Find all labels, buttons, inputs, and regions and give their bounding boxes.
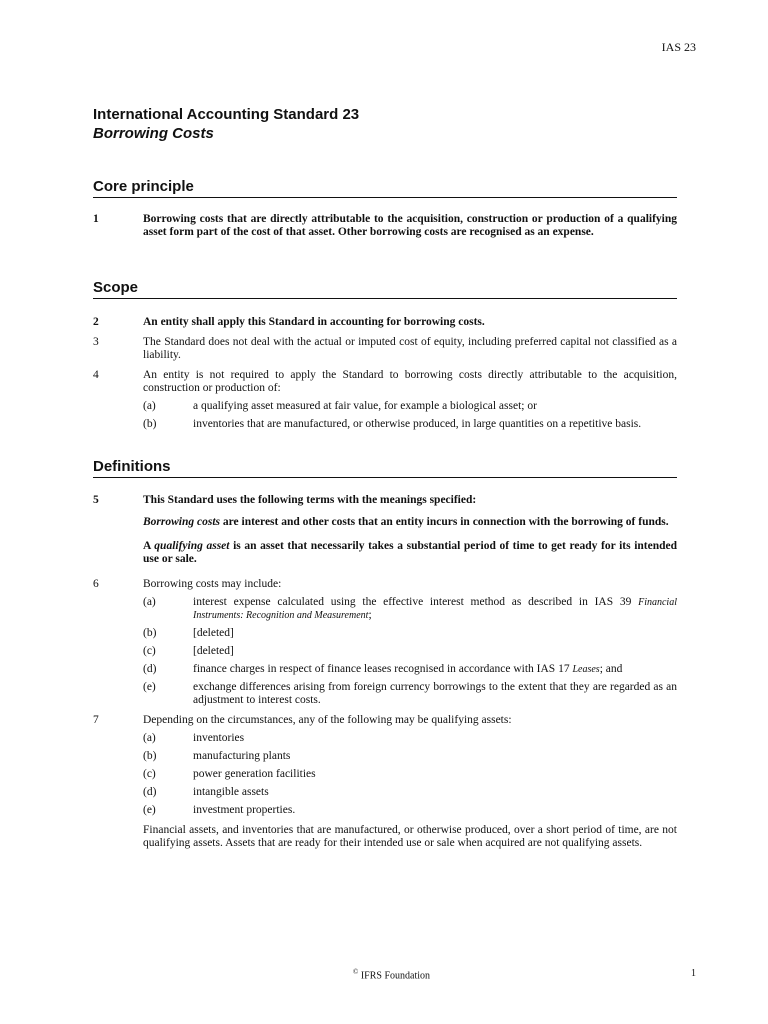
list-item-text bbox=[193, 663, 677, 676]
paragraph-number: 7 bbox=[93, 714, 99, 726]
list-item-label: (c) bbox=[143, 768, 156, 780]
list-item-label: (b) bbox=[143, 750, 157, 762]
paragraph-number: 4 bbox=[93, 369, 99, 381]
list-item-text-main: interest expense calculated using the effective interest method as described in IAS 39 bbox=[193, 596, 639, 608]
list-item bbox=[143, 627, 677, 640]
title-block bbox=[93, 106, 359, 142]
paragraph-text: This Standard uses the following terms with the meanings specified: bbox=[143, 494, 477, 506]
definition-prefix: A bbox=[143, 540, 155, 552]
list-item bbox=[143, 786, 677, 799]
section-core-principle bbox=[93, 178, 677, 239]
list-item-text: inventories bbox=[193, 732, 245, 744]
paragraph-number: 3 bbox=[93, 336, 99, 348]
list-item-text: [deleted] bbox=[193, 627, 234, 639]
paragraph-text: Borrowing costs may include: bbox=[143, 578, 282, 590]
standard-title: Financial Instruments: Recognition and Measurement bbox=[193, 597, 677, 621]
paragraph-5 bbox=[93, 494, 677, 566]
paragraph-text: An entity shall apply this Standard in accounting for borrowing costs. bbox=[143, 316, 485, 328]
paragraph-6 bbox=[93, 578, 677, 707]
section-heading: Core principle bbox=[93, 178, 677, 198]
defined-term: Borrowing costs bbox=[143, 516, 221, 528]
list-item-text-end: ; bbox=[368, 609, 372, 621]
definition-text: is an asset that necessarily takes a substantial period of time to get ready for its intended use or sale. bbox=[143, 540, 678, 565]
list-item-label: (d) bbox=[143, 663, 157, 675]
list-item-text: manufacturing plants bbox=[193, 750, 291, 762]
list-item-text bbox=[193, 596, 677, 622]
list-item-text: [deleted] bbox=[193, 645, 234, 657]
list-item-text: intangible assets bbox=[193, 786, 269, 798]
list-item-text: exchange differences arising from foreign currency borrowings to the extent that they are regarded as an adjustment to interest costs. bbox=[193, 681, 677, 706]
definition-qualifying-asset bbox=[143, 540, 677, 566]
paragraph-7 bbox=[93, 714, 677, 850]
paragraph-4 bbox=[93, 369, 677, 431]
copyright-symbol: © bbox=[353, 968, 359, 976]
defined-term: qualifying asset bbox=[154, 540, 230, 552]
paragraph-number: 6 bbox=[93, 578, 99, 590]
definition-borrowing-costs bbox=[143, 516, 677, 529]
paragraph-number: 5 bbox=[93, 494, 99, 506]
standard-title: Leases bbox=[572, 664, 600, 675]
paragraph-2 bbox=[93, 316, 677, 329]
paragraph-text: The Standard does not deal with the actual or imputed cost of equity, including preferred capital not classified as a liability. bbox=[143, 336, 677, 361]
footer-copyright bbox=[353, 968, 430, 981]
list-item-label: (e) bbox=[143, 681, 156, 693]
list-item bbox=[143, 418, 677, 431]
list-item-label: (a) bbox=[143, 596, 156, 608]
section-heading: Definitions bbox=[93, 458, 677, 478]
list-item-label: (a) bbox=[143, 400, 156, 412]
list-item-label: (a) bbox=[143, 732, 156, 744]
paragraph-1 bbox=[93, 213, 677, 239]
list-item bbox=[143, 804, 677, 817]
paragraph-text: An entity is not required to apply the Standard to borrowing costs directly attributable to the acquisition, construction or production of: bbox=[143, 369, 677, 394]
list-item-text: a qualifying asset measured at fair value, for example a biological asset; or bbox=[193, 400, 537, 412]
list-item-text: power generation facilities bbox=[193, 768, 316, 780]
section-heading: Scope bbox=[93, 279, 677, 299]
list-item-label: (b) bbox=[143, 627, 157, 639]
definition-text: are interest and other costs that an entity incurs in connection with the borrowing of funds. bbox=[220, 516, 669, 528]
list-item bbox=[143, 400, 677, 413]
list-item-text-main: finance charges in respect of finance leases recognised in accordance with IAS 17 bbox=[193, 663, 573, 675]
list-item-label: (c) bbox=[143, 645, 156, 657]
page-number: 1 bbox=[691, 968, 696, 979]
document-title: International Accounting Standard 23 bbox=[93, 106, 360, 123]
list-item bbox=[143, 681, 677, 707]
list-item-label: (e) bbox=[143, 804, 156, 816]
list-item-text: inventories that are manufactured, or otherwise produced, in large quantities on a repetitive basis. bbox=[193, 418, 642, 430]
list-item-label: (d) bbox=[143, 786, 157, 798]
footer-org: IFRS Foundation bbox=[358, 970, 431, 982]
list-item bbox=[143, 596, 677, 622]
paragraph-number: 1 bbox=[93, 213, 99, 225]
paragraph-text: Borrowing costs that are directly attributable to the acquisition, construction or production of a qualifying asset form part of the cost of that asset. Other borrowing costs are recognised as an expense. bbox=[143, 213, 677, 238]
list-item-text: investment properties. bbox=[193, 804, 296, 816]
list-item bbox=[143, 732, 677, 745]
page-header-code: IAS 23 bbox=[661, 40, 696, 54]
paragraph-closing-text: Financial assets, and inventories that are manufactured, or otherwise produced, over a short period of time, are not qualifying assets. Assets that are ready for their intended use or sale when acquired are not qualifying assets. bbox=[143, 824, 677, 849]
paragraph-text: Depending on the circumstances, any of the following may be qualifying assets: bbox=[143, 714, 512, 726]
paragraph-number: 2 bbox=[93, 316, 99, 328]
section-definitions bbox=[93, 458, 677, 850]
list-item bbox=[143, 645, 677, 658]
document-subtitle: Borrowing Costs bbox=[93, 125, 214, 142]
list-item bbox=[143, 768, 677, 781]
list-item-label: (b) bbox=[143, 418, 157, 430]
list-item bbox=[143, 750, 677, 763]
list-item-text-end: ; and bbox=[599, 663, 623, 675]
paragraph-3 bbox=[93, 336, 677, 362]
list-item bbox=[143, 663, 677, 676]
section-scope bbox=[93, 279, 677, 431]
